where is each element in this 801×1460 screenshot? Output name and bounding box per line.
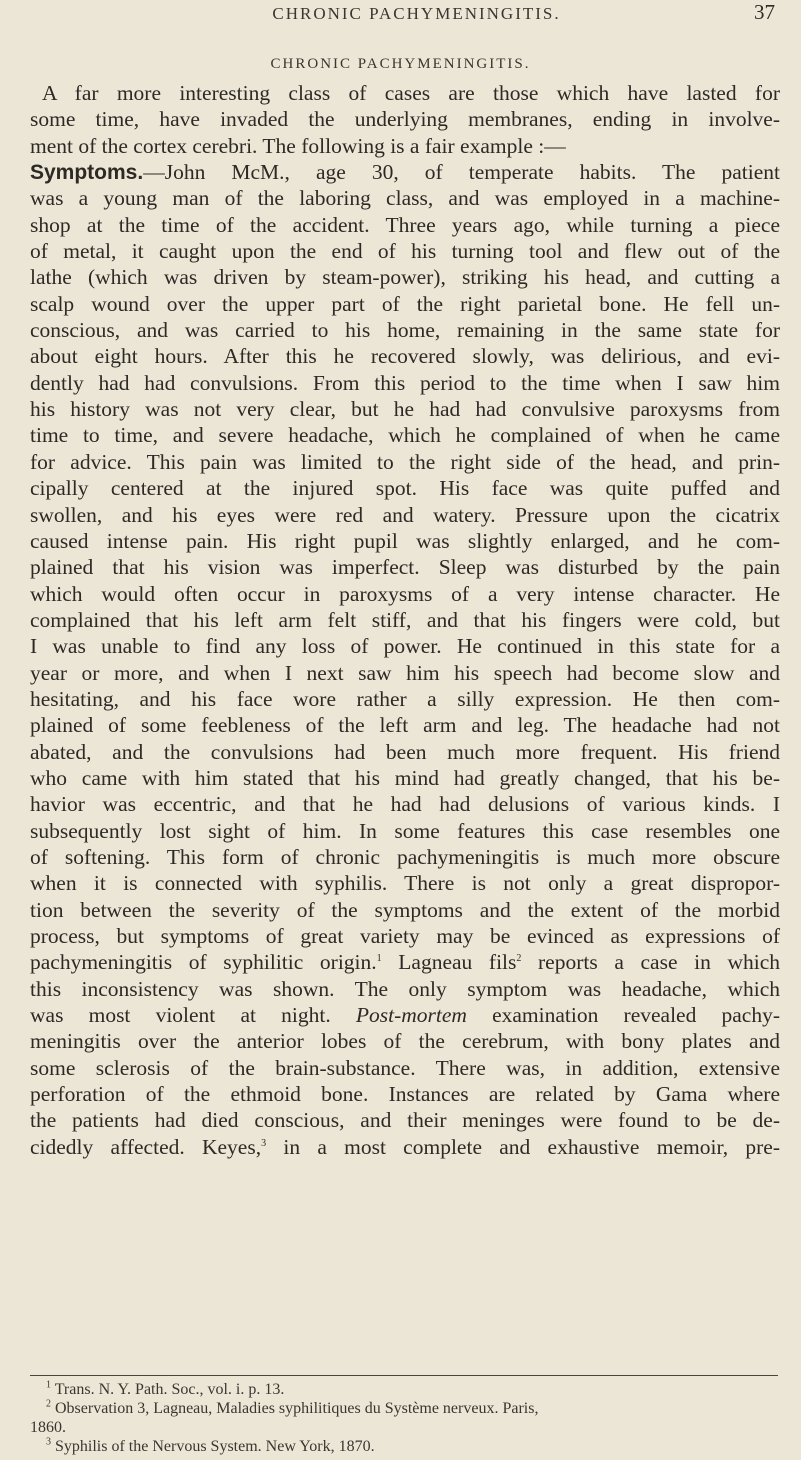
text-line: about eight hours. After this he recovered slowly, was delirious, and evi- [30, 344, 780, 369]
text-line: of softening. This form of chronic pachymeningitis is much more obscure [30, 844, 780, 869]
runin-heading: Symptoms. [30, 161, 144, 185]
text-line: for advice. This pain was limited to the right side of the head, and prin- [30, 449, 780, 474]
text-run: was most violent at night. [30, 1003, 356, 1028]
footnote-continuation: 1860. [30, 1419, 66, 1436]
text-line: cipally centered at the injured spot. His face was quite puffed and [30, 476, 780, 501]
text-run: pachymeningitis of syphilitic origin. [30, 950, 377, 975]
text-line [30, 1002, 780, 1028]
italic-term: Post-mortem [355, 1003, 467, 1028]
running-head: CHRONIC PACHYMENINGITIS. [272, 4, 561, 23]
footnote-text: Trans. N. Y. Path. Soc., vol. i. p. 13. [54, 1381, 285, 1398]
text-line: time to time, and severe headache, which he complained of when he came [30, 423, 780, 448]
text-line: his history was not very clear, but he had had convulsive paroxysms from [30, 397, 780, 422]
text-line: perforation of the ethmoid bone. Instances are related by Gama where [30, 1082, 780, 1107]
text-line: scalp wound over the upper part of the right parietal bone. He fell un- [30, 291, 780, 316]
text-line: A far more interesting class of cases are those which have lasted for [42, 81, 780, 105]
page-number: 37 [754, 0, 775, 24]
text-line [30, 949, 780, 975]
text-line: abated, and the convulsions had been much more frequent. His friend [30, 739, 780, 764]
footnote-rule [30, 1375, 778, 1376]
text-line: some time, have invaded the underlying membranes, ending in involve- [30, 107, 780, 132]
text-line: swollen, and his eyes were red and watery. Pressure upon the cicatrix [30, 502, 780, 527]
text-line: conscious, and was carried to his home, remaining in the same state for [30, 318, 780, 343]
section-title: CHRONIC PACHYMENINGITIS. [270, 56, 531, 72]
text-line: this inconsistency was shown. The only symptom was headache, which [30, 976, 780, 1001]
text-run: cidedly affected. Keyes, [30, 1134, 262, 1159]
text-line: plained that his vision was imperfect. Sleep was disturbed by the pain [30, 555, 780, 580]
footnote-mark: 2 [46, 1398, 51, 1410]
footnote [30, 1399, 780, 1418]
footnote-text: Observation 3, Lagneau, Maladies syphilitiques du Système nerveux. Paris, [55, 1400, 539, 1417]
footnote-mark: 1 [376, 953, 382, 965]
text-line: hesitating, and his face wore rather a silly expression. He then com- [30, 686, 780, 711]
text-run: Lagneau fils [381, 950, 517, 975]
text-line: complained that his left arm felt stiff, and that his fingers were cold, but [30, 607, 780, 632]
body-text [30, 80, 780, 1160]
text-line: ment of the cortex cerebri. The following is a fair example :— [30, 133, 566, 158]
text-line: tion between the severity of the symptoms and the extent of the morbid [30, 897, 780, 922]
footnote [30, 1437, 780, 1456]
text-line: plained of some feebleness of the left arm and leg. The headache had not [30, 713, 780, 738]
text-line: when it is connected with syphilis. There is not only a great dispropor- [30, 871, 780, 896]
text-run: —John McM., age 30, of temperate habits. The patient [143, 160, 780, 185]
footnotes [30, 1380, 780, 1456]
text-run: in a most complete and exhaustive memoir, pre- [266, 1134, 780, 1159]
text-line [30, 159, 780, 185]
text-line: the patients had died conscious, and their meninges were found to be de- [30, 1108, 780, 1133]
text-line: some sclerosis of the brain-substance. There was, in addition, extensive [30, 1055, 780, 1080]
text-line: dently had had convulsions. From this period to the time when I saw him [30, 370, 780, 395]
footnote-mark: 1 [46, 1379, 51, 1391]
text-line: havior was eccentric, and that he had had delusions of various kinds. I [30, 792, 780, 817]
text-line: who came with him stated that his mind had greatly changed, that his be- [30, 765, 780, 790]
text-run: examination revealed pachy- [466, 1003, 780, 1028]
text-line [30, 1134, 780, 1160]
footnote-text: Syphilis of the Nervous System. New York, 1870. [55, 1438, 375, 1455]
text-line: shop at the time of the accident. Three years ago, while turning a piece [30, 212, 780, 237]
text-line: year or more, and when I next saw him his speech had become slow and [30, 660, 780, 685]
text-line: lathe (which was driven by steam-power), striking his head, and cutting a [30, 265, 780, 290]
text-line: I was unable to find any loss of power. He continued in this state for a [30, 634, 780, 659]
text-run: reports a case in which [521, 950, 780, 975]
footnote-mark: 2 [516, 953, 522, 965]
footnote-mark: 3 [261, 1137, 267, 1149]
footnote-mark: 3 [46, 1436, 51, 1448]
text-line: meningitis over the anterior lobes of the cerebrum, with bony plates and [30, 1029, 780, 1054]
text-line: caused intense pain. His right pupil was slightly enlarged, and he com- [30, 528, 780, 553]
text-line: process, but symptoms of great variety may be evinced as expressions of [30, 924, 780, 948]
text-line: which would often occur in paroxysms of a very intense character. He [30, 581, 780, 606]
text-line: subsequently lost sight of him. In some features this case resembles one [30, 818, 780, 843]
text-line: was a young man of the laboring class, and was employed in a machine- [30, 186, 780, 211]
footnote [30, 1380, 780, 1399]
text-line: of metal, it caught upon the end of his turning tool and flew out of the [30, 239, 780, 264]
